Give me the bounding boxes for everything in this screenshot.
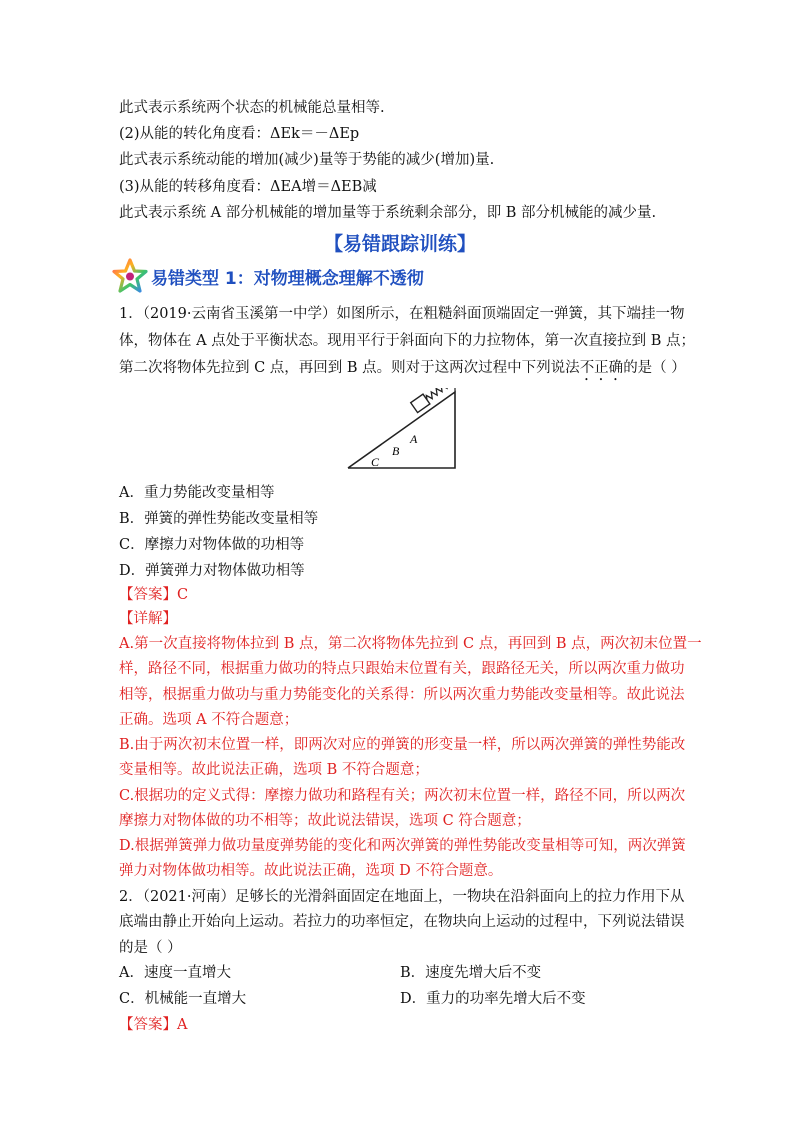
q2-stem-line-1: 2．（2021·河南）足够长的光滑斜面固定在地面上，一物块在沿斜面向上的拉力作用下从 <box>119 889 685 905</box>
q1-detail-line-2: 样，路径不同，根据重力做功的特点只跟始末位置有关，跟路径无关，所以两次重力做功 <box>119 661 685 677</box>
q1-detail-line-7: C.根据功的定义式得：摩擦力做功和路程有关；两次初末位置一样，路径不同，所以两次 <box>119 788 686 804</box>
q1-option-a: A．重力势能改变量相等 <box>119 485 275 501</box>
intro-line-5: 此式表示系统 A 部分机械能的增加量等于系统剩余部分，即 B 部分机械能的减少量. <box>119 205 657 221</box>
figure-label-c: C <box>371 455 380 469</box>
q1-detail-line-10: 弹力对物体做功相等。故此说法正确，选项 D 不符合题意。 <box>119 863 503 879</box>
q1-stem-text: 第二次将物体先拉到 C 点，再回到 B 点。则对于这两次过程中下列说法 <box>119 360 580 376</box>
q1-emphasis: 不正确 <box>579 360 624 376</box>
q1-option-c: C．摩擦力对物体做的功相等 <box>119 537 305 553</box>
q2-stem-line-3: 的是（ ） <box>119 940 182 956</box>
q2-option-b: B．速度先增大后不变 <box>400 965 542 981</box>
figure-label-b: B <box>392 444 400 458</box>
q1-detail-line-3: 相等，根据重力做功与重力势能变化的关系得：所以两次重力势能改变量相等。故此说法 <box>119 687 685 703</box>
q2-option-c: C．机械能一直增大 <box>119 991 247 1007</box>
q1-option-d: D．弹簧弹力对物体做功相等 <box>119 563 305 579</box>
q1-option-b: B．弹簧的弹性势能改变量相等 <box>119 511 319 527</box>
q1-detail-line-6: 变量相等。故此说法正确，选项 B 不符合题意； <box>119 762 429 778</box>
star-icon <box>112 258 148 294</box>
q2-stem-line-2: 底端由静止开始向上运动。若拉力的功率恒定，在物块向上运动的过程中，下列说法错误 <box>119 914 685 930</box>
intro-line-2: (2)从能的转化角度看：ΔEk＝－ΔEp <box>119 126 360 142</box>
intro-line-3: 此式表示系统动能的增加(减少)量等于势能的减少(增加)量. <box>119 152 495 168</box>
q1-stem-line-2: 体，物体在 A 点处于平衡状态。现用平行于斜面向下的力拉物体，第一次直接拉到 B 点； <box>119 333 696 349</box>
incline-figure <box>345 388 460 474</box>
q2-option-a: A．速度一直增大 <box>119 965 231 981</box>
q1-stem-line-3 <box>119 358 686 384</box>
q1-answer: 【答案】C <box>119 587 189 603</box>
q1-detail-line-9: D.根据弹簧弹力做功量度弹势能的变化和两次弹簧的弹性势能改变量相等可知，两次弹簧 <box>119 838 686 854</box>
q1-detail-line-5: B.由于两次初末位置一样，即两次对应的弹簧的形变量一样，所以两次弹簧的弹性势能改 <box>119 737 686 753</box>
section-title: 【易错跟踪训练】 <box>323 233 476 255</box>
q1-detail-line-1: A.第一次直接将物体拉到 B 点，第二次将物体先拉到 C 点，再回到 B 点，两次初末位置一 <box>119 636 702 652</box>
error-type-subtitle: 易错类型 1：对物理概念理解不透彻 <box>151 269 424 289</box>
figure-label-a: A <box>410 432 418 446</box>
intro-line-1: 此式表示系统两个状态的机械能总量相等. <box>119 100 385 116</box>
q2-option-d: D．重力的功率先增大后不变 <box>400 991 586 1007</box>
q1-detail-line-8: 摩擦力对物体做的功不相等；故此说法错误，选项 C 符合题意； <box>119 813 531 829</box>
q1-stem-end: 的是（ ） <box>623 360 686 376</box>
q1-detail-line-4: 正确。选项 A 不符合题意； <box>119 712 299 728</box>
intro-line-4: (3)从能的转移角度看：ΔEA增＝ΔEB减 <box>119 179 377 195</box>
q1-detail-heading: 【详解】 <box>119 611 177 627</box>
q1-stem-line-1: 1．（2019·云南省玉溪第一中学）如图所示，在粗糙斜面顶端固定一弹簧，其下端挂一物 <box>119 306 685 322</box>
q2-answer: 【答案】A <box>119 1017 188 1033</box>
